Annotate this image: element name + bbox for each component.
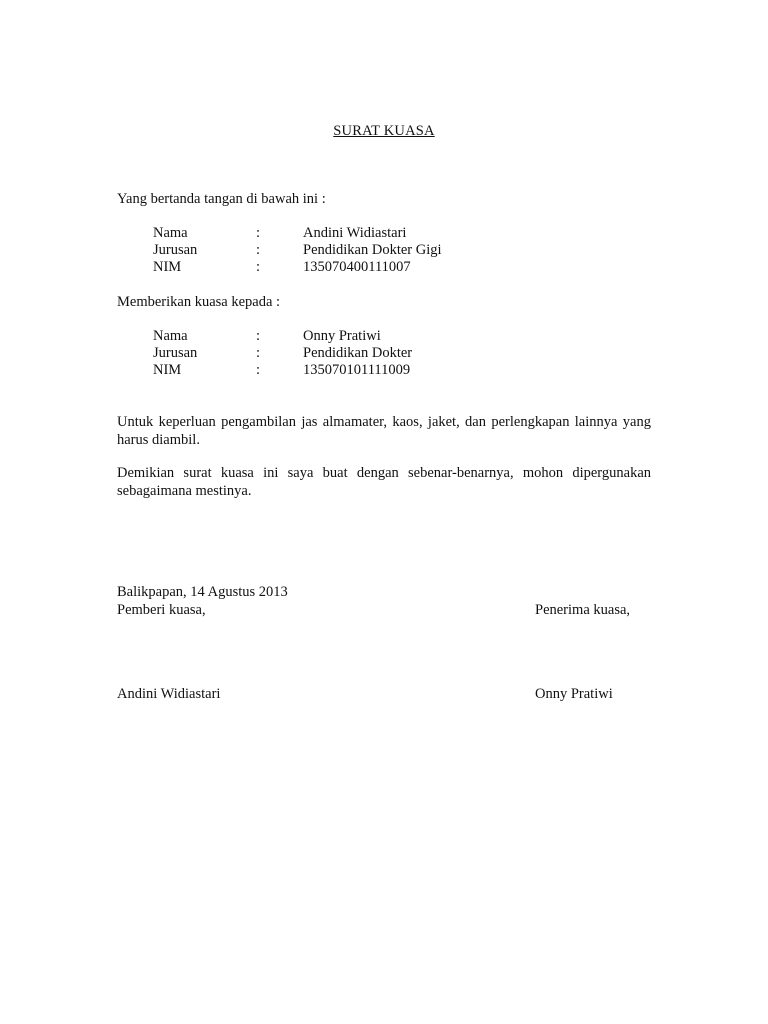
field-separator: : — [256, 225, 261, 241]
field-value: Onny Pratiwi — [303, 328, 381, 344]
grantee-signature-name: Onny Pratiwi — [535, 686, 613, 702]
field-label: Jurusan — [153, 345, 198, 361]
field-label: NIM — [153, 362, 182, 378]
field-value: Pendidikan Dokter — [303, 345, 413, 361]
purpose-paragraph: Untuk keperluan pengambilan jas almamater, kaos, jaket, dan perlengkapan lainnya yang harus diambil. — [117, 414, 651, 448]
field-separator: : — [256, 242, 261, 258]
grantor-role-label: Pemberi kuasa, — [117, 602, 206, 618]
grantee-role-label: Penerima kuasa, — [535, 602, 631, 618]
field-value: 135070101111009 — [303, 362, 411, 378]
place-date: Balikpapan, 14 Agustus 2013 — [117, 584, 288, 600]
field-separator: : — [256, 345, 261, 361]
grantor-signature-name: Andini Widiastari — [117, 686, 221, 702]
field-value: Pendidikan Dokter Gigi — [303, 242, 442, 258]
closing-paragraph: Demikian surat kuasa ini saya buat dengan sebenar-benarnya, mohon dipergunakan sebagaimana mestinya. — [117, 465, 651, 499]
field-separator: : — [256, 362, 261, 378]
intro-text: Yang bertanda tangan di bawah ini : — [117, 191, 326, 207]
grant-intro-text: Memberikan kuasa kepada : — [117, 294, 281, 310]
document-title: SURAT KUASA — [333, 123, 435, 139]
field-label: Jurusan — [153, 242, 198, 258]
field-label: NIM — [153, 259, 182, 275]
field-label: Nama — [153, 328, 188, 344]
field-value: Andini Widiastari — [303, 225, 407, 241]
field-value: 135070400111007 — [303, 259, 411, 275]
field-label: Nama — [153, 225, 188, 241]
field-separator: : — [256, 328, 261, 344]
field-separator: : — [256, 259, 261, 275]
